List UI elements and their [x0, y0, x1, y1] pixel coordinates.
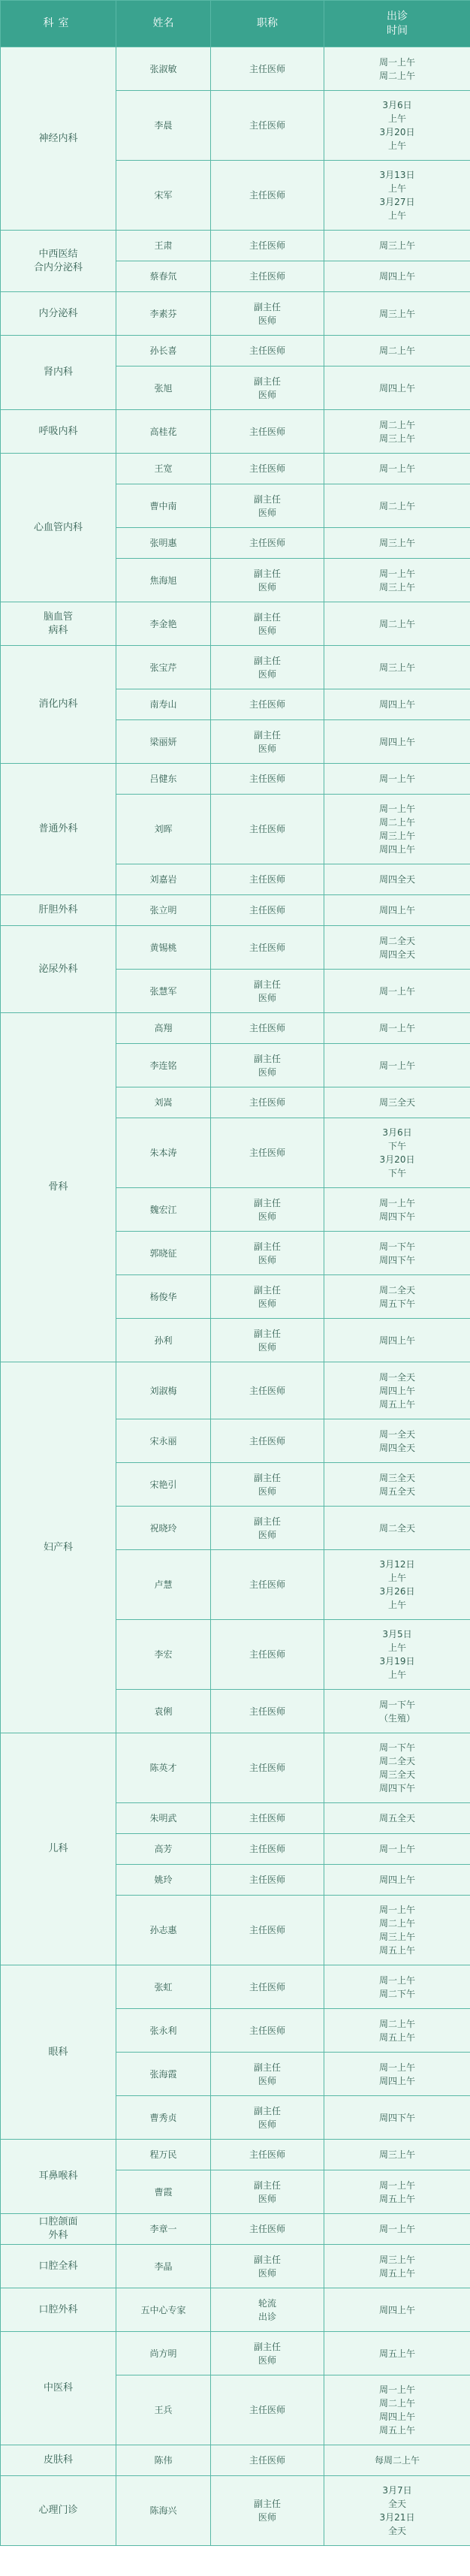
- clinic-time-cell: 周一上午 周二上午 周三上午 周五上午: [324, 1896, 470, 1965]
- doctor-name-cell: 李晨: [116, 91, 211, 161]
- department-cell: 骨科: [1, 1013, 116, 1362]
- clinic-time-cell: 周四上午: [324, 1319, 470, 1362]
- clinic-time-cell: 周一上午 周四上午: [324, 2053, 470, 2096]
- doctor-title-cell: 主任医师: [211, 2009, 324, 2053]
- clinic-time-cell: 周二上午: [324, 484, 470, 528]
- doctor-title-cell: 副主任 医师: [211, 366, 324, 410]
- clinic-time-cell: 周二全天 周四全天: [324, 926, 470, 970]
- clinic-time-cell: 周一上午: [324, 970, 470, 1013]
- table-row: [1, 895, 470, 926]
- doctor-name-cell: 王宽: [116, 454, 211, 484]
- table-row: [1, 2245, 470, 2288]
- clinic-time-cell: 周一上午: [324, 2214, 470, 2245]
- clinic-time-cell: 周三上午: [324, 646, 470, 689]
- doctor-title-cell: 主任医师: [211, 336, 324, 366]
- doctor-title-cell: 副主任 医师: [211, 1507, 324, 1550]
- doctor-title-cell: 副主任 医师: [211, 2096, 324, 2140]
- doctor-name-cell: 曹霞: [116, 2170, 211, 2214]
- clinic-time-cell: 3月5日 上午 3月19日 上午: [324, 1620, 470, 1690]
- doctor-title-cell: 主任医师: [211, 1620, 324, 1690]
- department-cell: 儿科: [1, 1733, 116, 1965]
- department-cell: 心理门诊: [1, 2476, 116, 2546]
- doctor-title-cell: 副主任 医师: [211, 1319, 324, 1362]
- department-cell: 肝胆外科: [1, 895, 116, 926]
- table-row: [1, 292, 470, 336]
- doctor-title-cell: 主任医师: [211, 1118, 324, 1188]
- doctor-name-cell: 杨俊华: [116, 1275, 211, 1319]
- department-cell: 口腔颌面 外科: [1, 2214, 116, 2245]
- clinic-time-cell: 周五上午: [324, 2332, 470, 2375]
- doctor-title-cell: 主任医师: [211, 1896, 324, 1965]
- header-title: 职称: [211, 1, 324, 47]
- clinic-time-cell: 周一下午 周二全天 周三全天 周四下午: [324, 1733, 470, 1803]
- doctor-title-cell: 主任医师: [211, 1362, 324, 1419]
- clinic-time-cell: 周三上午: [324, 2140, 470, 2170]
- doctor-title-cell: 主任医师: [211, 410, 324, 454]
- clinic-time-cell: 周二上午: [324, 336, 470, 366]
- clinic-time-cell: 周三上午: [324, 292, 470, 336]
- doctor-name-cell: 刘嘉岩: [116, 864, 211, 895]
- doctor-name-cell: 吕健东: [116, 764, 211, 795]
- doctor-name-cell: 张慧军: [116, 970, 211, 1013]
- clinic-time-cell: 周三全天 周五全天: [324, 1463, 470, 1507]
- doctor-title-cell: 主任医师: [211, 689, 324, 720]
- doctor-name-cell: 五中心专家: [116, 2288, 211, 2332]
- doctor-name-cell: 焦海旭: [116, 559, 211, 602]
- clinic-time-cell: 3月13日 上午 3月27日 上午: [324, 161, 470, 231]
- doctor-title-cell: 副主任 医师: [211, 2476, 324, 2546]
- department-cell: 泌尿外科: [1, 926, 116, 1013]
- doctor-name-cell: 李晶: [116, 2245, 211, 2288]
- clinic-time-cell: 周一下午 周四下午: [324, 1232, 470, 1275]
- doctor-title-cell: 轮流 出诊: [211, 2288, 324, 2332]
- doctor-name-cell: 刘淑梅: [116, 1362, 211, 1419]
- table-row: [1, 2140, 470, 2170]
- doctor-name-cell: 高芳: [116, 1834, 211, 1865]
- clinic-time-cell: 周一上午 周二上午 周四上午 周五上午: [324, 2375, 470, 2445]
- doctor-title-cell: 主任医师: [211, 1550, 324, 1620]
- clinic-time-cell: 周一全天 周四上午 周五上午: [324, 1362, 470, 1419]
- doctor-title-cell: 主任医师: [211, 1013, 324, 1044]
- clinic-time-cell: 周四上午: [324, 689, 470, 720]
- doctor-title-cell: 主任医师: [211, 1803, 324, 1834]
- doctor-title-cell: 主任医师: [211, 1087, 324, 1118]
- department-cell: 中医科: [1, 2332, 116, 2445]
- department-cell: 口腔外科: [1, 2288, 116, 2332]
- table-row: [1, 926, 470, 970]
- department-cell: 呼吸内科: [1, 410, 116, 454]
- doctor-name-cell: 李金艳: [116, 602, 211, 646]
- clinic-time-cell: 周一上午 周四下午: [324, 1188, 470, 1232]
- clinic-time-cell: 周五全天: [324, 1803, 470, 1834]
- doctor-name-cell: 李章一: [116, 2214, 211, 2245]
- doctor-name-cell: 魏宏江: [116, 1188, 211, 1232]
- doctor-title-cell: 副主任 医师: [211, 2170, 324, 2214]
- table-row: [1, 2332, 470, 2375]
- clinic-time-cell: 周一上午: [324, 1834, 470, 1865]
- doctor-title-cell: 副主任 医师: [211, 2332, 324, 2375]
- clinic-time-cell: 周二上午 周五上午: [324, 2009, 470, 2053]
- clinic-time-cell: 3月7日 全天 3月21日 全天: [324, 2476, 470, 2546]
- doctor-title-cell: 主任医师: [211, 47, 324, 91]
- doctor-name-cell: 张宝芹: [116, 646, 211, 689]
- doctor-title-cell: 主任医师: [211, 231, 324, 261]
- clinic-time-cell: 周一上午 周二上午 周三上午 周四上午: [324, 795, 470, 864]
- clinic-time-cell: 周一上午: [324, 1013, 470, 1044]
- doctor-name-cell: 蔡春氘: [116, 261, 211, 292]
- department-cell: 口腔全科: [1, 2245, 116, 2288]
- table-row: [1, 336, 470, 366]
- doctor-title-cell: 主任医师: [211, 2140, 324, 2170]
- clinic-time-cell: 每周二上午: [324, 2445, 470, 2476]
- clinic-time-cell: 周四上午: [324, 895, 470, 926]
- doctor-name-cell: 孙利: [116, 1319, 211, 1362]
- doctor-title-cell: 主任医师: [211, 1965, 324, 2009]
- clinic-time-cell: 周二上午: [324, 602, 470, 646]
- doctor-name-cell: 张明惠: [116, 528, 211, 559]
- doctor-name-cell: 梁丽妍: [116, 720, 211, 764]
- table-row: [1, 47, 470, 91]
- doctor-title-cell: 主任医师: [211, 2214, 324, 2245]
- table-row: [1, 646, 470, 689]
- doctor-name-cell: 张淑敏: [116, 47, 211, 91]
- doctor-name-cell: 陈伟: [116, 2445, 211, 2476]
- doctor-title-cell: 主任医师: [211, 161, 324, 231]
- doctor-title-cell: 主任医师: [211, 895, 324, 926]
- clinic-time-cell: 周一上午 周三上午: [324, 559, 470, 602]
- department-cell: 心血管内科: [1, 454, 116, 602]
- doctor-title-cell: 主任医师: [211, 454, 324, 484]
- doctor-name-cell: 李连铭: [116, 1044, 211, 1087]
- doctor-name-cell: 黄锡桃: [116, 926, 211, 970]
- doctor-name-cell: 陈海兴: [116, 2476, 211, 2546]
- doctor-name-cell: 宋艳引: [116, 1463, 211, 1507]
- table-row: [1, 1013, 470, 1044]
- doctor-title-cell: 副主任 医师: [211, 559, 324, 602]
- doctor-name-cell: 高桂花: [116, 410, 211, 454]
- doctor-title-cell: 副主任 医师: [211, 292, 324, 336]
- clinic-time-cell: 周四上午: [324, 261, 470, 292]
- header-dept: 科室: [1, 1, 116, 47]
- doctor-title-cell: 副主任 医师: [211, 1275, 324, 1319]
- clinic-time-cell: 3月12日 上午 3月26日 上午: [324, 1550, 470, 1620]
- doctor-title-cell: 副主任 医师: [211, 484, 324, 528]
- header-time: 出诊 时间: [324, 1, 470, 47]
- doctor-name-cell: 曹中南: [116, 484, 211, 528]
- doctor-title-cell: 主任医师: [211, 1834, 324, 1865]
- department-cell: 耳鼻喉科: [1, 2140, 116, 2214]
- doctor-title-cell: 主任医师: [211, 528, 324, 559]
- doctor-title-cell: 副主任 医师: [211, 1463, 324, 1507]
- doctor-name-cell: 南寿山: [116, 689, 211, 720]
- doctor-title-cell: 副主任 医师: [211, 646, 324, 689]
- department-cell: 眼科: [1, 1965, 116, 2140]
- doctor-title-cell: 主任医师: [211, 2445, 324, 2476]
- table-header: [1, 1, 470, 47]
- doctor-name-cell: 宋军: [116, 161, 211, 231]
- department-cell: 消化内科: [1, 646, 116, 764]
- doctor-name-cell: 尚方明: [116, 2332, 211, 2375]
- doctor-name-cell: 曹秀贞: [116, 2096, 211, 2140]
- doctor-name-cell: 王兵: [116, 2375, 211, 2445]
- doctor-name-cell: 孙志惠: [116, 1896, 211, 1965]
- doctor-name-cell: 张永利: [116, 2009, 211, 2053]
- table-row: [1, 1965, 470, 2009]
- doctor-title-cell: 副主任 医师: [211, 1232, 324, 1275]
- clinic-time-cell: 周二全天: [324, 1507, 470, 1550]
- doctor-name-cell: 张海霞: [116, 2053, 211, 2096]
- department-cell: 普通外科: [1, 764, 116, 895]
- table-row: [1, 231, 470, 261]
- clinic-time-cell: 周三上午: [324, 231, 470, 261]
- doctor-title-cell: 主任医师: [211, 864, 324, 895]
- doctor-name-cell: 祝晓玲: [116, 1507, 211, 1550]
- department-cell: 神经内科: [1, 47, 116, 231]
- doctor-title-cell: 主任医师: [211, 764, 324, 795]
- clinic-time-cell: 周四下午: [324, 2096, 470, 2140]
- doctor-title-cell: 主任医师: [211, 2375, 324, 2445]
- doctor-name-cell: 刘嵩: [116, 1087, 211, 1118]
- department-cell: 内分泌科: [1, 292, 116, 336]
- table-row: [1, 1362, 470, 1419]
- doctor-name-cell: 程万民: [116, 2140, 211, 2170]
- doctor-title-cell: 主任医师: [211, 1865, 324, 1896]
- doctor-name-cell: 孙长喜: [116, 336, 211, 366]
- clinic-time-cell: 周一上午 周二下午: [324, 1965, 470, 2009]
- doctor-title-cell: 副主任 医师: [211, 2053, 324, 2096]
- department-cell: 中西医结 合内分泌科: [1, 231, 116, 292]
- doctor-name-cell: 朱本涛: [116, 1118, 211, 1188]
- header-row: [1, 1, 470, 47]
- doctor-name-cell: 张虹: [116, 1965, 211, 2009]
- clinic-time-cell: 周一上午: [324, 454, 470, 484]
- table-row: [1, 410, 470, 454]
- clinic-time-cell: 周一上午: [324, 764, 470, 795]
- clinic-time-cell: 周二全天 周五下午: [324, 1275, 470, 1319]
- doctor-title-cell: 副主任 医师: [211, 720, 324, 764]
- table-row: [1, 602, 470, 646]
- doctor-name-cell: 宋永丽: [116, 1419, 211, 1463]
- department-cell: 肾内科: [1, 336, 116, 410]
- doctor-title-cell: 主任医师: [211, 1733, 324, 1803]
- clinic-time-cell: 周一上午: [324, 1044, 470, 1087]
- clinic-time-cell: 周四上午: [324, 2288, 470, 2332]
- clinic-time-cell: 周四全天: [324, 864, 470, 895]
- table-row: [1, 1733, 470, 1803]
- doctor-name-cell: 姚玲: [116, 1865, 211, 1896]
- table-row: [1, 2445, 470, 2476]
- doctor-name-cell: 高翔: [116, 1013, 211, 1044]
- doctor-title-cell: 副主任 医师: [211, 1044, 324, 1087]
- clinic-time-cell: 周四上午: [324, 1865, 470, 1896]
- table-row: [1, 2214, 470, 2245]
- clinic-time-cell: 周四上午: [324, 366, 470, 410]
- table-body: [1, 47, 470, 2546]
- doctor-name-cell: 张立明: [116, 895, 211, 926]
- doctor-title-cell: 主任医师: [211, 1419, 324, 1463]
- doctor-title-cell: 副主任 医师: [211, 2245, 324, 2288]
- table-row: [1, 764, 470, 795]
- doctor-name-cell: 李素芬: [116, 292, 211, 336]
- department-cell: 皮肤科: [1, 2445, 116, 2476]
- clinic-time-cell: 3月6日 上午 3月20日 上午: [324, 91, 470, 161]
- doctor-name-cell: 郭晓征: [116, 1232, 211, 1275]
- clinic-time-cell: 周三全天: [324, 1087, 470, 1118]
- doctor-title-cell: 主任医师: [211, 926, 324, 970]
- doctor-title-cell: 副主任 医师: [211, 970, 324, 1013]
- doctor-name-cell: 袁俐: [116, 1690, 211, 1733]
- doctor-title-cell: 主任医师: [211, 795, 324, 864]
- clinic-time-cell: 周一下午 （生殖）: [324, 1690, 470, 1733]
- doctor-name-cell: 刘晖: [116, 795, 211, 864]
- doctor-name-cell: 陈英才: [116, 1733, 211, 1803]
- doctor-name-cell: 朱明武: [116, 1803, 211, 1834]
- department-cell: 妇产科: [1, 1362, 116, 1733]
- table-row: [1, 2288, 470, 2332]
- doctor-title-cell: 主任医师: [211, 91, 324, 161]
- doctor-name-cell: 张旭: [116, 366, 211, 410]
- clinic-time-cell: 周二上午 周三上午: [324, 410, 470, 454]
- doctor-title-cell: 主任医师: [211, 261, 324, 292]
- table-row: [1, 2476, 470, 2546]
- clinic-time-cell: 周三上午: [324, 528, 470, 559]
- clinic-time-cell: 周四上午: [324, 720, 470, 764]
- clinic-time-cell: 周三上午 周五上午: [324, 2245, 470, 2288]
- doctor-name-cell: 王肃: [116, 231, 211, 261]
- department-cell: 脑血管 病科: [1, 602, 116, 646]
- doctor-title-cell: 主任医师: [211, 1690, 324, 1733]
- clinic-time-cell: 周一上午 周二上午: [324, 47, 470, 91]
- clinic-time-cell: 周一上午 周五上午: [324, 2170, 470, 2214]
- doctor-name-cell: 卢慧: [116, 1550, 211, 1620]
- clinic-time-cell: 3月6日 下午 3月20日 下午: [324, 1118, 470, 1188]
- doctor-title-cell: 副主任 医师: [211, 1188, 324, 1232]
- table-row: [1, 454, 470, 484]
- doctor-title-cell: 副主任 医师: [211, 602, 324, 646]
- clinic-time-cell: 周一全天 周四全天: [324, 1419, 470, 1463]
- doctor-name-cell: 李宏: [116, 1620, 211, 1690]
- header-name: 姓名: [116, 1, 211, 47]
